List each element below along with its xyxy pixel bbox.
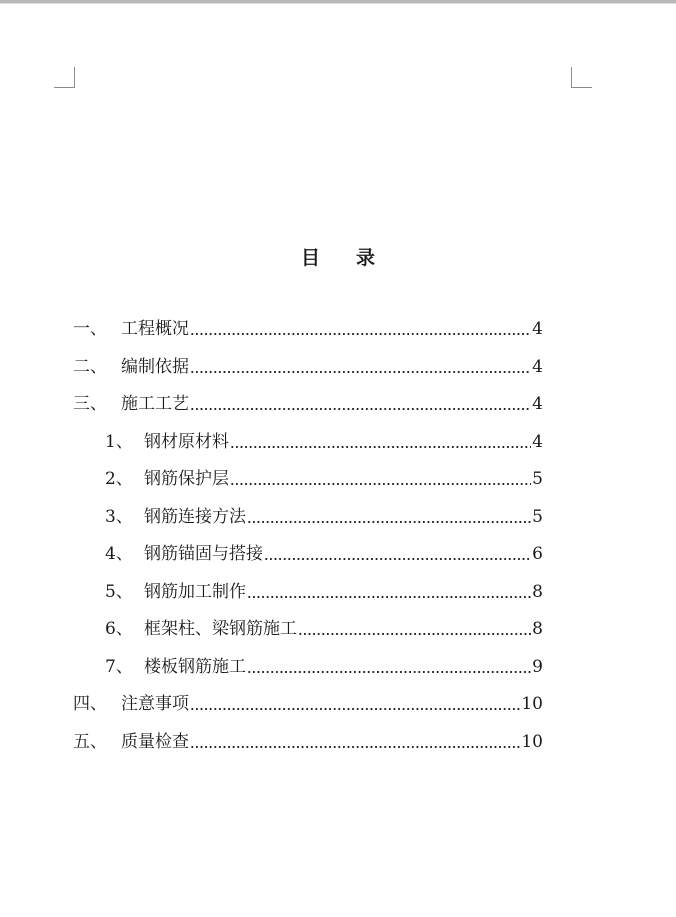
toc-entry[interactable] (73, 356, 543, 394)
toc-entry-page: 4 (532, 356, 543, 377)
toc-entry-page: 4 (532, 319, 543, 339)
toc-entry-number: 7、 (105, 656, 133, 677)
dot-leader (190, 319, 531, 341)
toc-entry-page: 9 (532, 656, 543, 677)
toc-entry-label: 编制依据 (121, 356, 189, 377)
toc-subentry[interactable] (73, 506, 543, 544)
toc-entry-label: 施工工艺 (121, 394, 189, 414)
top-right-margin-mark (571, 67, 592, 88)
dot-leader (247, 507, 531, 529)
dot-leader (247, 657, 531, 679)
toc-subentry[interactable] (73, 618, 543, 656)
toc-entry[interactable] (73, 393, 543, 431)
dot-leader (190, 694, 520, 716)
toc-subentry[interactable] (73, 468, 543, 506)
toc-entry-page: 4 (532, 394, 543, 414)
toc-entry-number: 四、 (73, 694, 107, 714)
toc-entry-label: 钢材原材料 (144, 431, 229, 452)
dot-leader (247, 582, 531, 604)
dot-leader (190, 394, 531, 416)
table-of-contents (73, 318, 543, 768)
toc-entry-number: 一、 (73, 319, 107, 339)
toc-entry-label: 楼板钢筋施工 (144, 656, 246, 677)
toc-entry-label: 注意事项 (121, 694, 189, 714)
toc-entry-label: 框架柱、梁钢筋施工 (144, 619, 297, 639)
dot-leader (298, 619, 531, 641)
toc-entry-page: 6 (532, 544, 543, 564)
toc-entry-page: 10 (521, 731, 543, 752)
toc-entry-number: 二、 (73, 356, 107, 377)
toc-entry-label: 钢筋连接方法 (144, 506, 246, 527)
toc-entry[interactable] (73, 693, 543, 731)
toc-entry-number: 5、 (105, 581, 133, 602)
toc-entry-page: 4 (532, 431, 543, 452)
top-left-margin-mark (54, 67, 75, 88)
toc-subentry[interactable] (73, 656, 543, 694)
toc-subentry[interactable] (73, 581, 543, 619)
toc-entry-number: 三、 (73, 394, 107, 414)
toc-entry-number: 6、 (105, 619, 133, 639)
dot-leader (230, 432, 531, 454)
toc-entry-page: 10 (521, 694, 543, 714)
toc-entry-page: 5 (532, 469, 543, 489)
dot-leader (264, 544, 531, 566)
toc-entry-label: 质量检查 (121, 731, 189, 752)
toc-title: 目录 (300, 247, 411, 269)
toc-entry-label: 工程概况 (121, 319, 189, 339)
toc-entry-number: 五、 (73, 731, 107, 752)
page-edge-line (0, 3, 676, 4)
dot-leader (190, 357, 531, 379)
toc-subentry[interactable] (73, 431, 543, 469)
toc-entry-number: 3、 (105, 506, 133, 527)
toc-entry-page: 8 (532, 619, 543, 639)
toc-entry-number: 1、 (105, 431, 133, 452)
toc-subentry[interactable] (73, 543, 543, 581)
dot-leader (190, 732, 520, 754)
toc-entry-page: 5 (532, 506, 543, 527)
toc-entry-label: 钢筋保护层 (144, 469, 229, 489)
toc-entry-page: 8 (532, 581, 543, 602)
toc-entry[interactable] (73, 318, 543, 356)
dot-leader (230, 469, 531, 491)
toc-entry-number: 4、 (105, 544, 133, 564)
toc-entry-label: 钢筋加工制作 (144, 581, 246, 602)
toc-entry[interactable] (73, 731, 543, 769)
toc-entry-number: 2、 (105, 469, 133, 489)
toc-entry-label: 钢筋锚固与搭接 (144, 544, 263, 564)
